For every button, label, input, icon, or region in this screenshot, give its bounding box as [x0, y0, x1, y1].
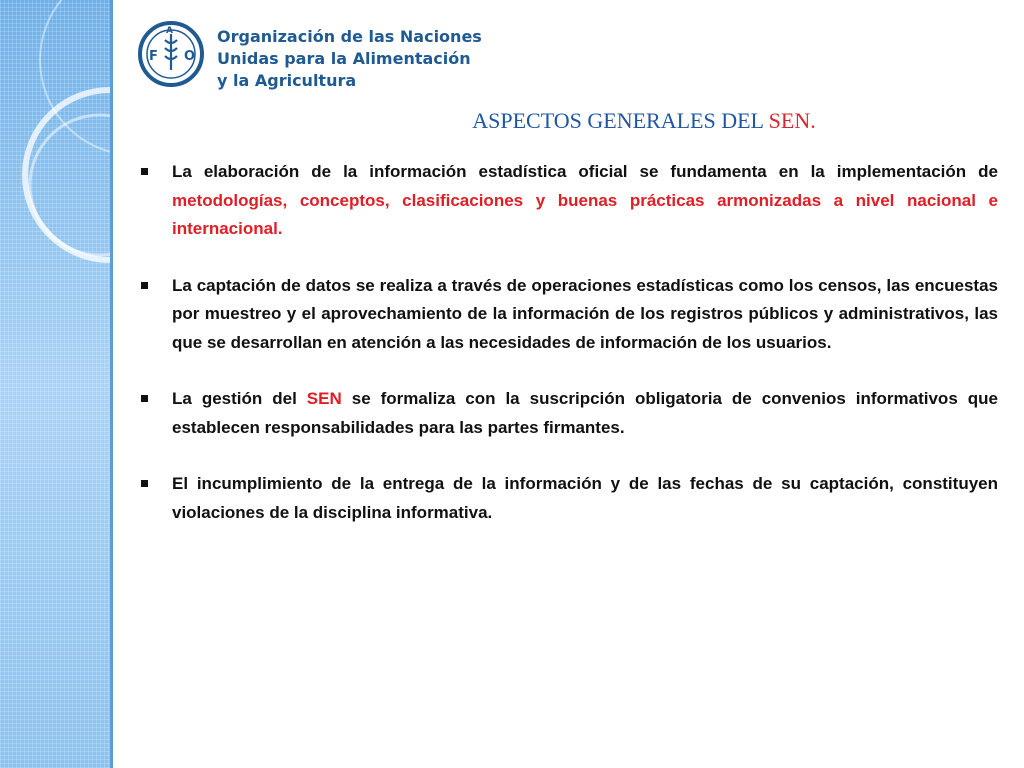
bullet-highlight: SEN	[306, 389, 342, 408]
fao-logo	[137, 20, 482, 92]
bullet-text: La captación de datos se realiza a través de operaciones estadísticas como los censos, las encuestas por muestreo y el aprovechamiento de la información de los registros públicos y administrativos, las que se desarrollan en atención a las necesidades de información de los usuarios.	[172, 275, 998, 352]
fao-emblem-icon	[137, 20, 205, 88]
slide-title	[150, 108, 924, 134]
organization-name-line3: y la Agricultura	[217, 71, 357, 90]
svg-text:O: O	[184, 49, 196, 64]
bullet-item	[138, 385, 998, 442]
bullet-text-end: se formaliza con la suscripción obligatoria de convenios informativos que establecen responsabilidades para las partes firmantes.	[172, 389, 998, 437]
square-bullet-icon	[141, 395, 148, 402]
organization-name	[217, 26, 482, 92]
bullet-text: La gestión del	[172, 389, 307, 408]
bullet-item	[138, 158, 998, 244]
organization-name-line2: Unidas para la Alimentación	[217, 49, 471, 68]
square-bullet-icon	[141, 168, 148, 175]
organization-name-line1: Organización de las Naciones	[217, 27, 482, 46]
square-bullet-icon	[141, 480, 148, 487]
bullet-text: El incumplimiento de la entrega de la información y de las fechas de su captación, constituyen violaciones de la disciplina informativa.	[172, 474, 998, 522]
bullet-item	[138, 272, 998, 358]
svg-text:A: A	[166, 26, 173, 36]
svg-text:F: F	[149, 49, 158, 64]
square-bullet-icon	[141, 282, 148, 289]
bullet-list	[138, 158, 998, 555]
slide-title-main: ASPECTOS GENERALES DEL	[472, 108, 769, 133]
bullet-highlight: metodologías, conceptos, clasificaciones y buenas prácticas armonizadas a nivel nacional e internacional.	[172, 190, 998, 238]
left-decorative-band	[0, 0, 113, 768]
decorative-circles-icon	[0, 0, 113, 768]
bullet-item	[138, 470, 998, 527]
bullet-text: La elaboración de la información estadística oficial se fundamenta en la implementación de	[172, 162, 998, 181]
slide-title-highlight: SEN.	[768, 108, 816, 133]
